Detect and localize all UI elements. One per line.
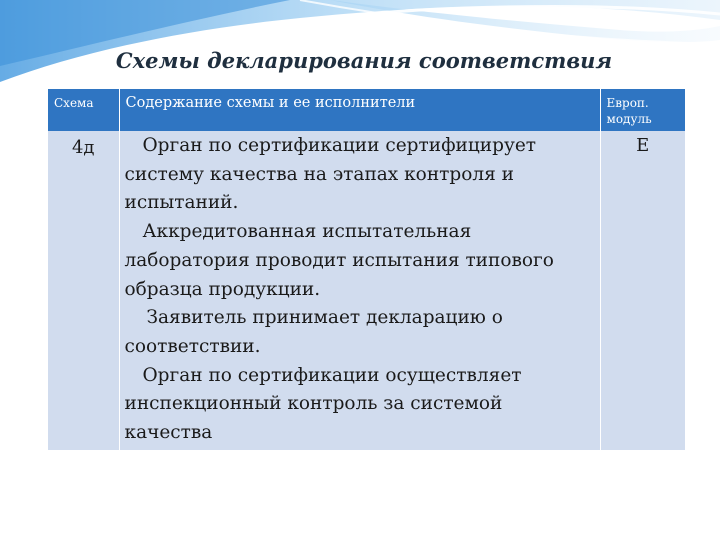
scheme-content-cell bbox=[119, 131, 600, 450]
module-cell: E bbox=[600, 131, 685, 450]
content-paragraph-text: Орган по сертификации сертифицирует систему качества на этапах контроля и испытаний. bbox=[124, 135, 537, 214]
table-header-row bbox=[48, 89, 685, 131]
scheme-table bbox=[48, 89, 685, 451]
content-paragraph-text: Заявитель принимает декларацию о соответствии. bbox=[124, 307, 503, 357]
content-paragraph-text: Аккредитованная испытательная лаборатория проводит испытания типового образца продукции. bbox=[124, 221, 554, 300]
content-paragraph bbox=[125, 132, 596, 218]
column-header-scheme: Схема bbox=[48, 89, 119, 131]
content-paragraph bbox=[125, 362, 596, 448]
column-header-content: Содержание схемы и ее исполнители bbox=[119, 89, 600, 131]
page-title: Схемы декларирования соответствия bbox=[115, 48, 613, 73]
content-paragraph bbox=[125, 218, 596, 304]
column-header-module: Европ. модуль bbox=[600, 89, 685, 131]
content-paragraph bbox=[125, 304, 596, 361]
content-paragraph-text: Орган по сертификации осуществляет инспекционный контроль за системой качества bbox=[124, 364, 522, 444]
scheme-code-cell: 4д bbox=[48, 131, 119, 450]
header-wave-decoration bbox=[0, 0, 720, 90]
table-row bbox=[48, 131, 685, 450]
